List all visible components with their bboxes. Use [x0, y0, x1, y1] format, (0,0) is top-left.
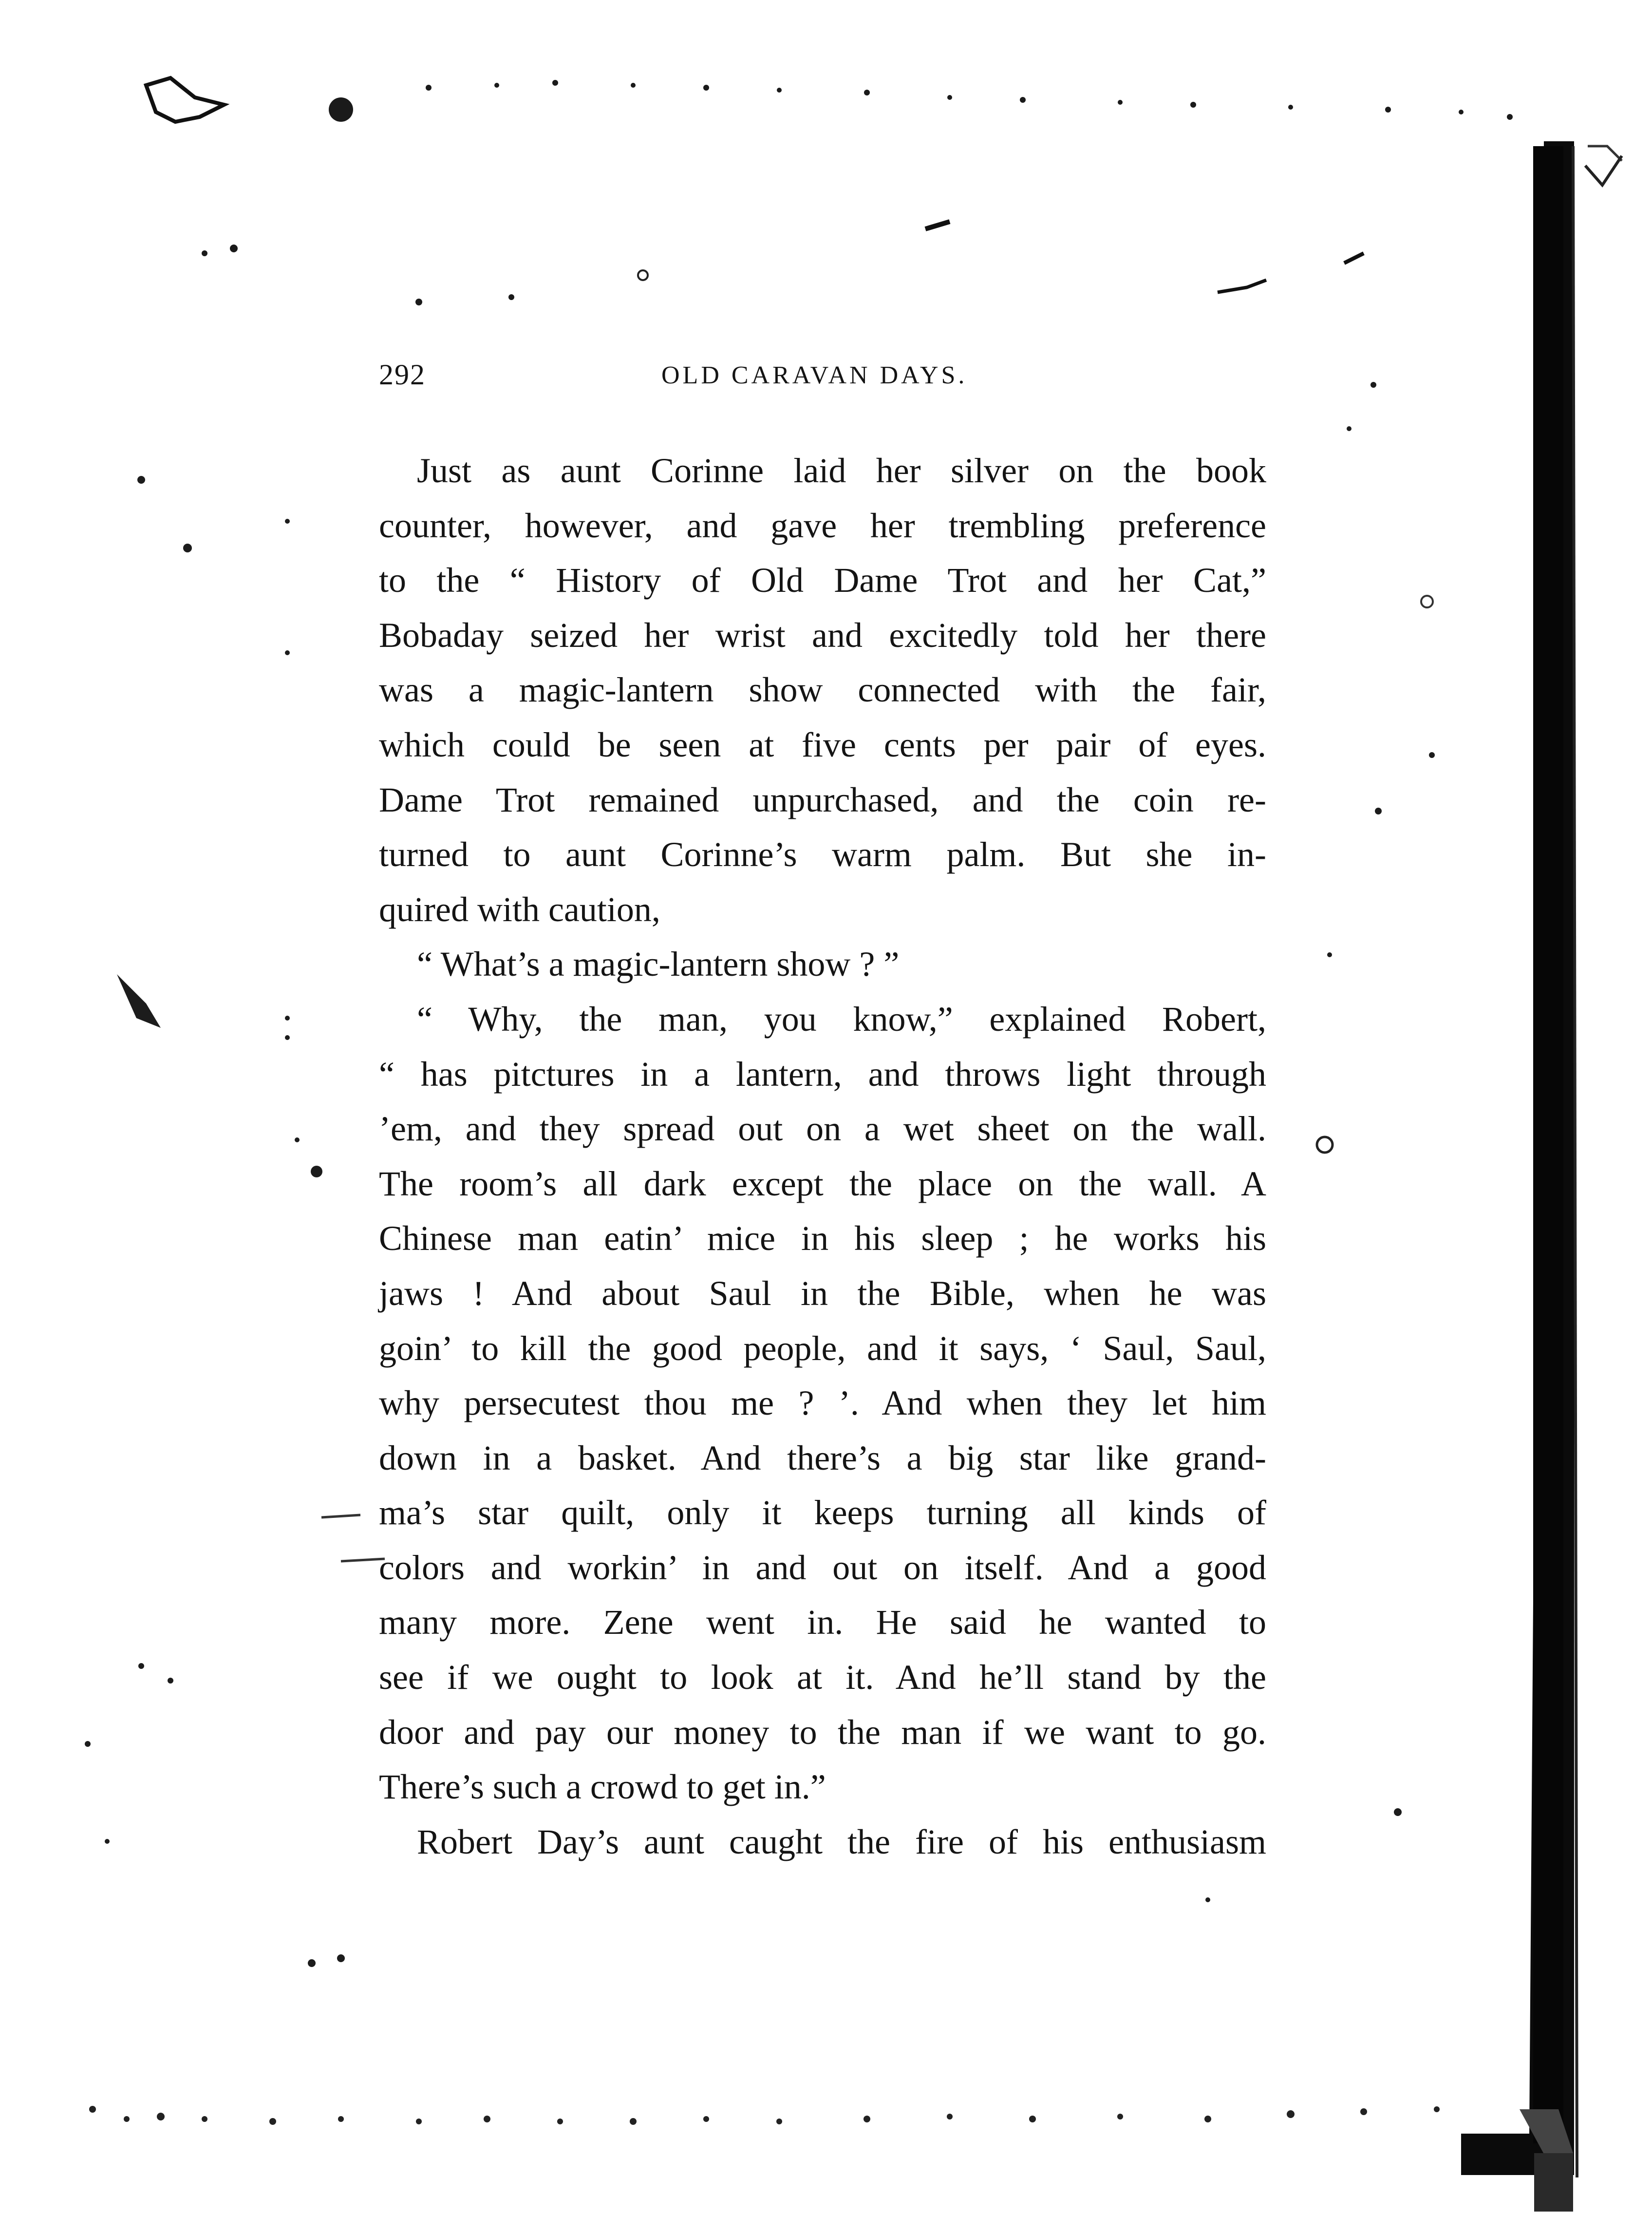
text-line: “ Why, the man, you know,” explained Robert, — [417, 999, 1266, 1039]
text-line: Robert Day’s aunt caught the fire of his enthusiasm — [417, 1822, 1266, 1861]
text-line: why persecutest thou me ? ’. And when they let him — [379, 1383, 1266, 1423]
text-line: Chinese man eatin’ mice in his sleep ; he works his — [379, 1219, 1266, 1258]
text-line: counter, however, and gave her trembling preference — [379, 506, 1266, 545]
text-line: see if we ought to look at it. And he’ll stand by the — [379, 1658, 1266, 1697]
text-line: “ What’s a magic-lantern show ? ” — [417, 945, 900, 984]
binding-edge-shadow — [1461, 141, 1622, 2177]
text-line: down in a basket. And there’s a big star like grand- — [379, 1438, 1266, 1477]
text-line: quired with caution, — [379, 889, 660, 929]
text-line: ma’s star quilt, only it keeps turning all kinds of — [379, 1493, 1266, 1533]
text-line: door and pay our money to the man if we want to go. — [379, 1712, 1266, 1752]
text-line: There’s such a crowd to get in.” — [379, 1767, 826, 1807]
top-edge-speckles — [146, 78, 1513, 305]
text-line: jaws ! And about Saul in the Bible, when he was — [379, 1273, 1266, 1313]
text-line: Dame Trot remained unpurchased, and the coin re- — [379, 780, 1266, 819]
text-line: was a magic-lantern show connected with the fair, — [379, 670, 1266, 710]
text-line: many more. Zene went in. He said he wanted to — [379, 1603, 1266, 1642]
text-line: goin’ to kill the good people, and it says, ‘ Saul, Saul, — [379, 1328, 1266, 1368]
running-title: OLD CARAVAN DAYS. — [661, 361, 968, 389]
text-line: Just as aunt Corinne laid her silver on the book — [417, 451, 1266, 490]
text-line: turned to aunt Corinne’s warm palm. But she in- — [379, 835, 1266, 874]
text-line: Bobaday seized her wrist and excitedly told her there — [379, 615, 1266, 655]
body-text — [379, 443, 1266, 1869]
running-head — [379, 358, 1266, 397]
text-line: The room’s all dark except the place on the wall. A — [379, 1164, 1266, 1203]
text-line: ’em, and they spread out on a wet sheet on the wall. — [379, 1109, 1266, 1149]
bottom-edge-noise — [89, 2106, 1573, 2212]
page-number: 292 — [379, 359, 426, 391]
text-line: which could be seen at five cents per pair of eyes. — [379, 725, 1266, 764]
text-line: colors and workin’ in and out on itself. And a good — [379, 1548, 1266, 1587]
text-line: “ has pitctures in a lantern, and throws light through — [379, 1054, 1266, 1094]
text-line: to the “ History of Old Dame Trot and her Cat,” — [379, 561, 1266, 600]
